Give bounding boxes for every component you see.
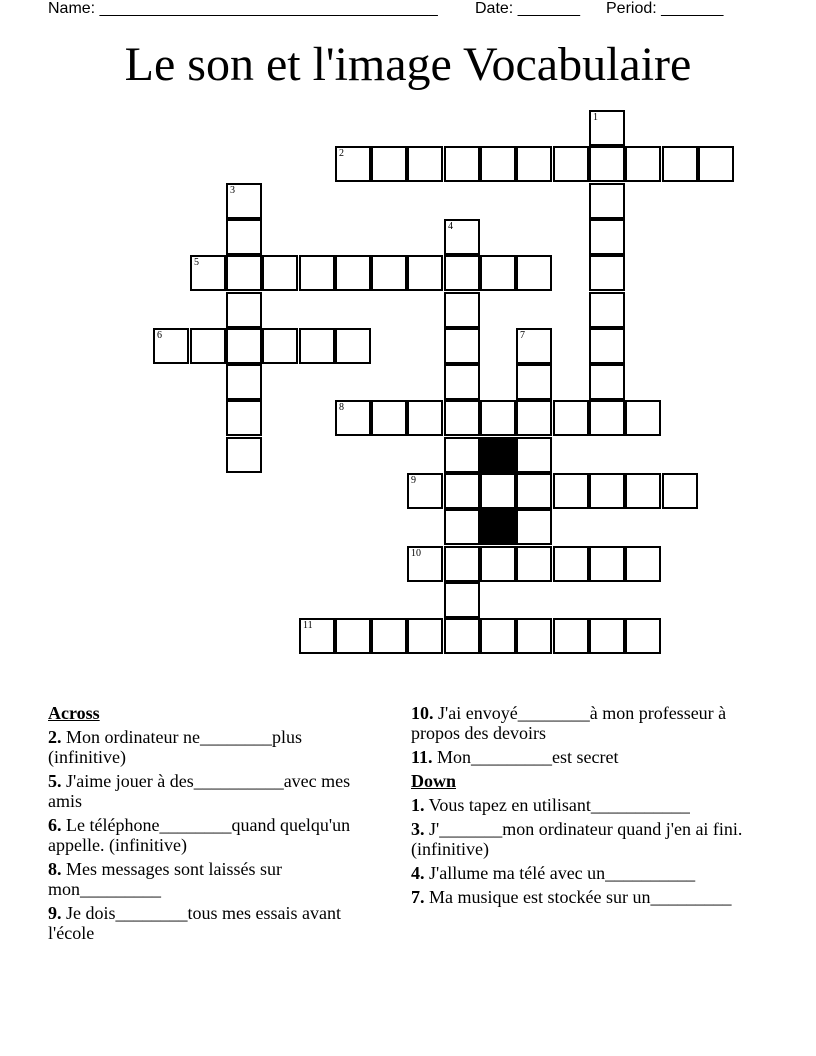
down-heading: Down	[411, 771, 457, 791]
grid-cell[interactable]	[698, 146, 734, 182]
clue-number: 4.	[411, 863, 425, 883]
across-clue	[411, 747, 751, 767]
grid-cell[interactable]	[480, 618, 516, 654]
grid-cell[interactable]	[299, 618, 335, 654]
grid-cell[interactable]	[553, 546, 589, 582]
grid-cell[interactable]	[516, 146, 552, 182]
clue-number: 3	[230, 185, 235, 196]
grid-cell[interactable]	[371, 618, 407, 654]
clues-column-right	[411, 703, 751, 911]
clue-number: 9.	[48, 903, 62, 923]
grid-cell[interactable]	[625, 473, 661, 509]
grid-cell[interactable]	[516, 509, 552, 545]
grid-cell[interactable]	[480, 146, 516, 182]
grid-cell[interactable]	[516, 255, 552, 291]
grid-cell[interactable]	[444, 546, 480, 582]
grid-cell[interactable]	[589, 618, 625, 654]
grid-cell[interactable]	[480, 546, 516, 582]
clue-number: 2	[339, 148, 344, 159]
down-clue	[411, 863, 751, 883]
clue-number: 11	[303, 620, 313, 631]
across-clue	[48, 815, 366, 855]
grid-cell[interactable]	[516, 473, 552, 509]
grid-cell[interactable]	[589, 146, 625, 182]
grid-cell[interactable]	[589, 364, 625, 400]
clue-text: J'ai envoyé________à mon professeur à propos des devoirs	[411, 703, 727, 743]
clue-number: 10	[411, 548, 421, 559]
grid-cell[interactable]	[444, 292, 480, 328]
grid-cell[interactable]	[516, 618, 552, 654]
name-field: Name: ______________________________________	[48, 0, 438, 17]
grid-cell[interactable]	[480, 400, 516, 436]
grid-cell[interactable]	[371, 400, 407, 436]
clue-number: 7	[520, 330, 525, 341]
grid-cell[interactable]	[625, 546, 661, 582]
grid-cell[interactable]	[662, 473, 698, 509]
clue-text: J'_______mon ordinateur quand j'en ai fini. (infinitive)	[411, 819, 743, 859]
page-title: Le son et l'image Vocabulaire	[124, 38, 692, 91]
clue-number: 9	[411, 475, 416, 486]
grid-cell[interactable]	[589, 110, 625, 146]
grid-cell[interactable]	[371, 255, 407, 291]
clues-column-left	[48, 703, 366, 947]
grid-cell[interactable]	[589, 219, 625, 255]
grid-cell[interactable]	[589, 183, 625, 219]
grid-cell[interactable]	[589, 328, 625, 364]
clue-text: J'aime jouer à des__________avec mes amis	[48, 771, 351, 811]
grid-cell[interactable]	[516, 400, 552, 436]
grid-cell[interactable]	[444, 146, 480, 182]
clue-number: 5.	[48, 771, 62, 791]
grid-cell[interactable]	[589, 400, 625, 436]
grid-cell[interactable]	[299, 328, 335, 364]
grid-cell[interactable]	[516, 364, 552, 400]
grid-cell[interactable]	[444, 473, 480, 509]
clue-text: Mes messages sont laissés sur mon_________	[48, 859, 282, 899]
clue-text: Je dois________tous mes essais avant l'école	[48, 903, 341, 943]
across-clue	[48, 771, 366, 811]
across-clue	[411, 703, 751, 743]
grid-cell[interactable]	[444, 255, 480, 291]
grid-cell[interactable]	[589, 473, 625, 509]
across-clue	[48, 859, 366, 899]
grid-cell[interactable]	[262, 328, 298, 364]
grid-cell[interactable]	[516, 328, 552, 364]
down-clue	[411, 795, 751, 815]
clue-number: 2.	[48, 727, 62, 747]
grid-cell[interactable]	[226, 328, 262, 364]
grid-cell[interactable]	[407, 546, 443, 582]
grid-cell[interactable]	[553, 146, 589, 182]
grid-cell[interactable]	[407, 146, 443, 182]
grid-cell[interactable]	[444, 618, 480, 654]
grid-cell[interactable]	[226, 292, 262, 328]
clue-text: Le téléphone________quand quelqu'un appelle. (infinitive)	[48, 815, 351, 855]
grid-cell[interactable]	[371, 146, 407, 182]
across-heading: Across	[48, 703, 100, 723]
grid-cell[interactable]	[335, 328, 371, 364]
grid-cell[interactable]	[190, 328, 226, 364]
grid-cell[interactable]	[444, 509, 480, 545]
grid-cell[interactable]	[444, 328, 480, 364]
grid-cell[interactable]	[553, 400, 589, 436]
grid-cell[interactable]	[226, 437, 262, 473]
grid-cell[interactable]	[516, 546, 552, 582]
grid-cell[interactable]	[226, 364, 262, 400]
down-clue	[411, 819, 751, 859]
clue-text: Mon ordinateur ne________plus (infinitive)	[48, 727, 302, 767]
grid-cell[interactable]	[589, 546, 625, 582]
clue-number: 6.	[48, 815, 62, 835]
grid-cell[interactable]	[625, 618, 661, 654]
grid-cell[interactable]	[190, 255, 226, 291]
down-clue	[411, 887, 751, 907]
grid-cell-blocked	[480, 509, 516, 545]
clue-number: 3.	[411, 819, 425, 839]
grid-cell[interactable]	[226, 400, 262, 436]
grid-cell[interactable]	[226, 183, 262, 219]
grid-cell[interactable]	[407, 618, 443, 654]
grid-cell-blocked	[480, 437, 516, 473]
grid-cell[interactable]	[444, 219, 480, 255]
grid-cell[interactable]	[662, 146, 698, 182]
grid-cell[interactable]	[407, 255, 443, 291]
grid-cell[interactable]	[335, 400, 371, 436]
grid-cell[interactable]	[516, 437, 552, 473]
grid-cell[interactable]	[589, 292, 625, 328]
grid-cell[interactable]	[407, 473, 443, 509]
grid-cell[interactable]	[589, 255, 625, 291]
clue-number: 7.	[411, 887, 425, 907]
grid-cell[interactable]	[625, 146, 661, 182]
grid-cell[interactable]	[444, 582, 480, 618]
grid-cell[interactable]	[553, 473, 589, 509]
clue-text: J'allume ma télé avec un__________	[424, 863, 696, 883]
grid-cell[interactable]	[444, 364, 480, 400]
grid-cell[interactable]	[226, 255, 262, 291]
grid-cell[interactable]	[262, 255, 298, 291]
grid-cell[interactable]	[480, 255, 516, 291]
clue-number: 1	[593, 112, 598, 123]
grid-cell[interactable]	[335, 255, 371, 291]
clue-text: Ma musique est stockée sur un_________	[424, 887, 732, 907]
date-field: Date: _______	[475, 0, 580, 17]
grid-cell[interactable]	[480, 473, 516, 509]
grid-cell[interactable]	[553, 618, 589, 654]
clue-number: 10.	[411, 703, 434, 723]
clue-number: 4	[448, 221, 453, 232]
clue-text: Mon_________est secret	[432, 747, 619, 767]
clue-text: Vous tapez en utilisant___________	[424, 795, 690, 815]
clue-number: 11.	[411, 747, 433, 767]
grid-cell[interactable]	[407, 400, 443, 436]
clue-number: 5	[194, 257, 199, 268]
grid-cell[interactable]	[335, 146, 371, 182]
grid-cell[interactable]	[335, 618, 371, 654]
clue-number: 8.	[48, 859, 62, 879]
grid-cell[interactable]	[153, 328, 189, 364]
across-clue	[48, 727, 366, 767]
grid-cell[interactable]	[299, 255, 335, 291]
clue-number: 8	[339, 402, 344, 413]
across-clue	[48, 903, 366, 943]
period-field: Period: _______	[606, 0, 724, 17]
grid-cell[interactable]	[226, 219, 262, 255]
grid-cell[interactable]	[444, 400, 480, 436]
grid-cell[interactable]	[444, 437, 480, 473]
clue-number: 6	[157, 330, 162, 341]
clue-number: 1.	[411, 795, 425, 815]
grid-cell[interactable]	[625, 400, 661, 436]
